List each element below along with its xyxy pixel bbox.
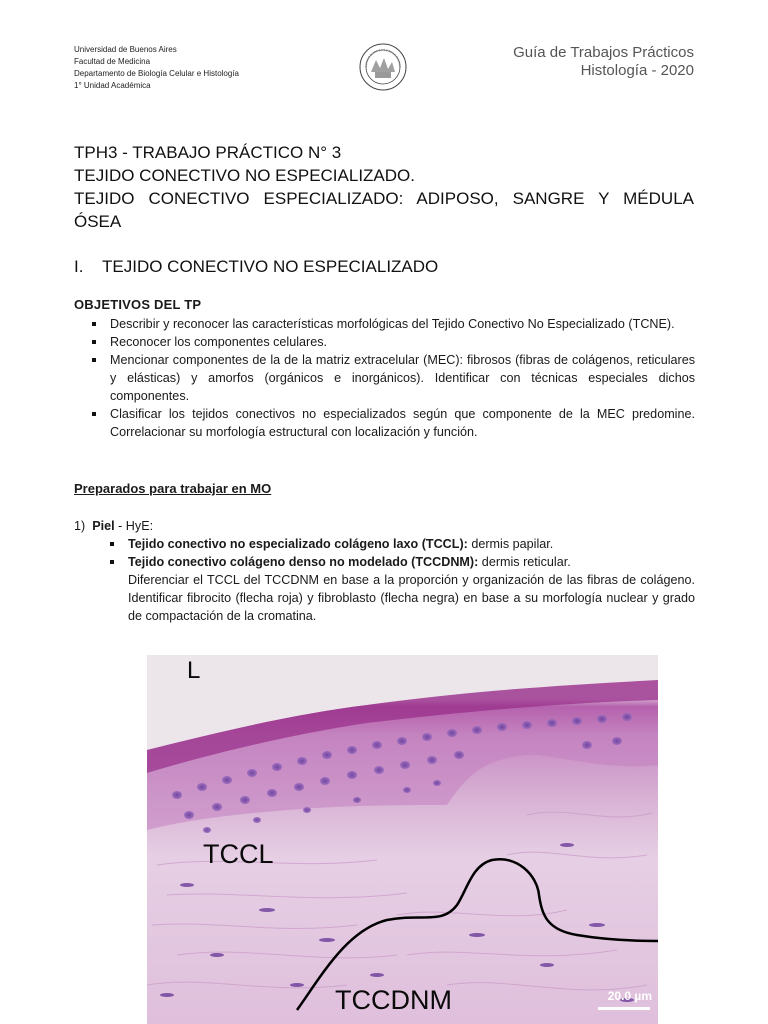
list-item: Mencionar componentes de la de la matriz extracelular (MEC): fibrosos (fibras de colágenos, reticulares y elásticas) y amorfos (orgánicos e inorgánicos). Identificar con técnicas especiales dichos componentes.	[90, 351, 695, 405]
slide-sublist	[110, 535, 695, 571]
university-seal-icon	[358, 42, 408, 92]
tissue-name: Tejido conectivo colágeno denso no modelado (TCCDNM):	[128, 555, 479, 569]
item-number: 1)	[74, 519, 86, 533]
institution-line: Departamento de Biología Celular e Histología	[74, 69, 239, 78]
lumen-label: L	[187, 657, 201, 684]
list-item: Describir y reconocer las características morfológicas del Tejido Conectivo No Especializado (TCNE).	[90, 315, 695, 333]
tissue-location: dermis papilar.	[467, 537, 554, 551]
preparados-heading: Preparados para trabajar en MO	[74, 481, 272, 496]
slide-description: Diferenciar el TCCL del TCCDNM en base a la proporción y organización de las fibras de colágeno. Identificar fibrocito (flecha roja) y fibroblasto (flecha negra) en base a su morfología nuclear y grado de compactación de la cromatina.	[128, 573, 695, 623]
scale-bar	[598, 1007, 650, 1010]
section-number: I.	[74, 257, 84, 276]
guide-subtitle: Histología - 2020	[580, 62, 694, 79]
scale-bar-label: 20.0 µm	[607, 989, 652, 1003]
tccl-label: TCCL	[203, 839, 274, 869]
guide-header	[513, 44, 694, 80]
list-item: Clasificar los tejidos conectivos no especializados según que componente de la MEC predomine. Correlacionar su morfología estructural con localización y función.	[90, 405, 695, 441]
list-item: Reconocer los componentes celulares.	[90, 333, 695, 351]
tccdnm-label: TCCDNM	[335, 985, 452, 1015]
list-item	[110, 535, 695, 553]
objectives-title: OBJETIVOS DEL TP	[74, 297, 202, 312]
section-heading	[74, 256, 438, 278]
title-line: TEJIDO CONECTIVO ESPECIALIZADO: ADIPOSO, SANGRE Y MÉDULA	[74, 189, 694, 208]
micrograph-image	[147, 655, 658, 1024]
item-stain: - HyE:	[114, 519, 154, 533]
section-title: TEJIDO CONECTIVO NO ESPECIALIZADO	[102, 257, 439, 276]
institution-block	[74, 44, 239, 92]
tissue-location: dermis reticular.	[478, 555, 571, 569]
list-item	[110, 553, 695, 571]
slide-item	[74, 517, 153, 535]
institution-line: Universidad de Buenos Aires	[74, 45, 177, 54]
guide-title: Guía de Trabajos Prácticos	[513, 44, 694, 61]
title-line: TPH3 - TRABAJO PRÁCTICO N° 3	[74, 143, 342, 162]
objectives-list	[90, 315, 695, 441]
item-name: Piel	[92, 519, 115, 533]
title-line: ÓSEA	[74, 212, 122, 231]
institution-line: 1° Unidad Académica	[74, 81, 151, 90]
institution-line: Facultad de Medicina	[74, 57, 151, 66]
page-title	[74, 141, 694, 233]
title-line: TEJIDO CONECTIVO NO ESPECIALIZADO.	[74, 166, 415, 185]
tissue-name: Tejido conectivo no especializado colágeno laxo (TCCL):	[128, 537, 468, 551]
